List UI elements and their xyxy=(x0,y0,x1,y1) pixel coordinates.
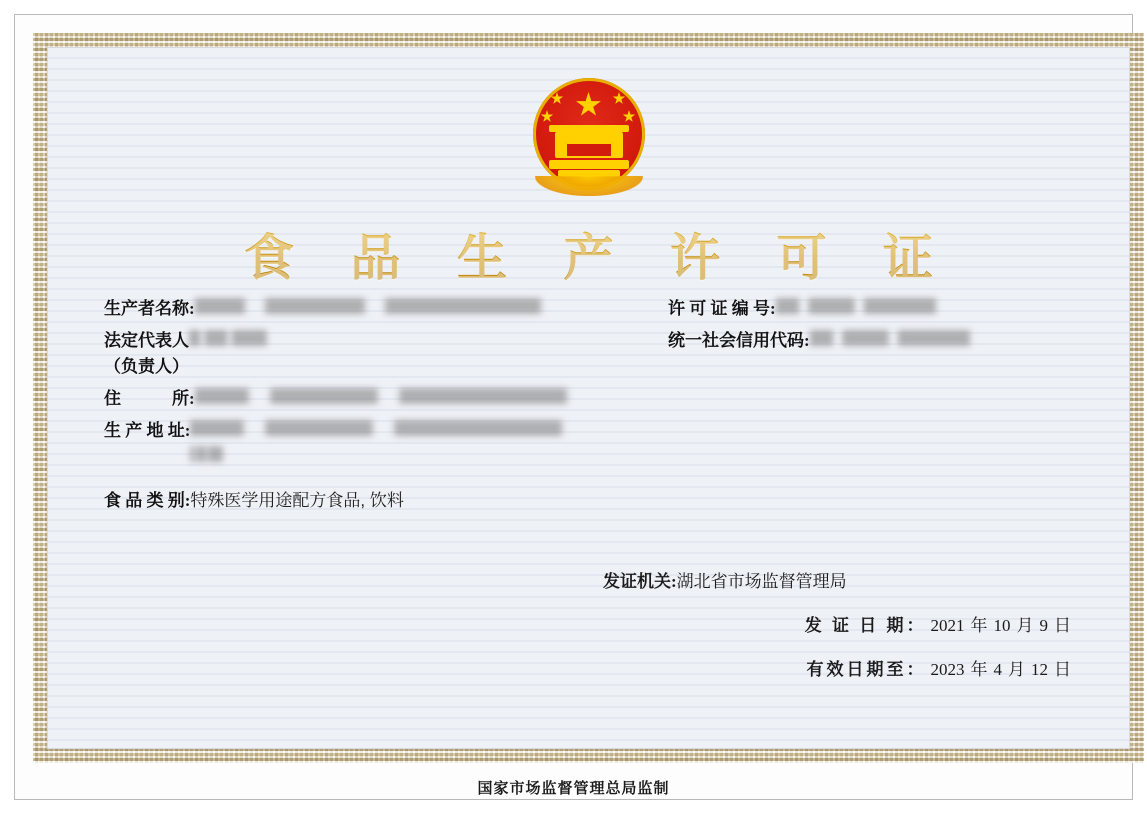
food-category-value: 特殊医学用途配方食品, 饮料 xyxy=(190,491,404,510)
food-category-label: 食 品 类 别: xyxy=(104,491,191,510)
valid-until-label: 有效日期至： xyxy=(806,660,927,679)
emblem-gate xyxy=(555,132,623,158)
emblem-base-upper xyxy=(549,160,629,169)
legal-rep-field xyxy=(104,328,644,380)
legal-rep-label: 法定代表人 xyxy=(104,331,189,350)
legal-rep-sub-label: （负责人） xyxy=(104,357,189,376)
row-food-category xyxy=(104,488,1073,514)
issue-date-label: 发 证 日 期： xyxy=(804,616,927,635)
certificate-outer-frame xyxy=(14,14,1133,800)
production-address-value xyxy=(190,418,620,470)
issuing-authority-row xyxy=(603,560,1073,604)
valid-until-row xyxy=(603,648,1073,692)
issuing-authority-label: 发证机关: xyxy=(603,572,677,591)
producer-name-value xyxy=(195,296,595,322)
issue-date-day: 9 xyxy=(1039,616,1048,635)
issue-date-year-unit: 年 xyxy=(970,616,988,635)
credit-code-field xyxy=(644,328,1073,354)
residence-field xyxy=(104,386,644,412)
issuing-authority-value: 湖北省市场监督管理局 xyxy=(676,572,847,591)
credit-code-value xyxy=(810,328,995,354)
row-residence xyxy=(104,386,1073,412)
valid-until-day: 12 xyxy=(1031,660,1048,679)
row-producer-license xyxy=(104,296,1073,322)
production-address-field xyxy=(104,418,644,470)
residence-colon: : xyxy=(189,389,195,408)
producer-name-field xyxy=(104,296,644,322)
producer-name-label: 生产者名称: xyxy=(104,299,195,318)
valid-until-year: 2023 xyxy=(930,660,965,679)
row-production-address xyxy=(104,418,1073,470)
issue-date-month: 10 xyxy=(993,616,1011,635)
license-number-field xyxy=(644,296,1073,322)
field-area xyxy=(48,296,1129,520)
valid-until-month: 4 xyxy=(993,660,1002,679)
license-number-value xyxy=(776,296,961,322)
issue-date-month-unit: 月 xyxy=(1016,616,1034,635)
certificate-paper xyxy=(47,47,1130,749)
legal-rep-value xyxy=(189,328,279,354)
footer-supervision-note: 国家市场监督管理总局监制 xyxy=(477,781,670,797)
issuance-block xyxy=(603,560,1073,692)
residence-value xyxy=(195,386,625,412)
issue-date-year: 2021 xyxy=(930,616,965,635)
residence-label: 住 所 xyxy=(104,389,189,408)
license-number-label: 许 可 证 编 号: xyxy=(668,299,776,318)
emblem-cog xyxy=(535,176,643,196)
valid-until-year-unit: 年 xyxy=(970,660,988,679)
emblem-container xyxy=(48,76,1129,202)
valid-until-month-unit: 月 xyxy=(1008,660,1025,679)
national-emblem-icon xyxy=(525,76,653,202)
row-legalrep-credit xyxy=(104,328,1073,380)
credit-code-label: 统一社会信用代码: xyxy=(668,331,810,350)
issue-date-day-unit: 日 xyxy=(1054,616,1071,635)
decorative-border xyxy=(33,33,1144,763)
certificate-title: 食 品 生 产 许 可 证 xyxy=(48,218,1129,290)
issue-date-row xyxy=(603,604,1073,648)
production-address-label: 生 产 地 址: xyxy=(104,421,191,440)
food-category-field xyxy=(104,488,644,514)
valid-until-day-unit: 日 xyxy=(1054,660,1071,679)
